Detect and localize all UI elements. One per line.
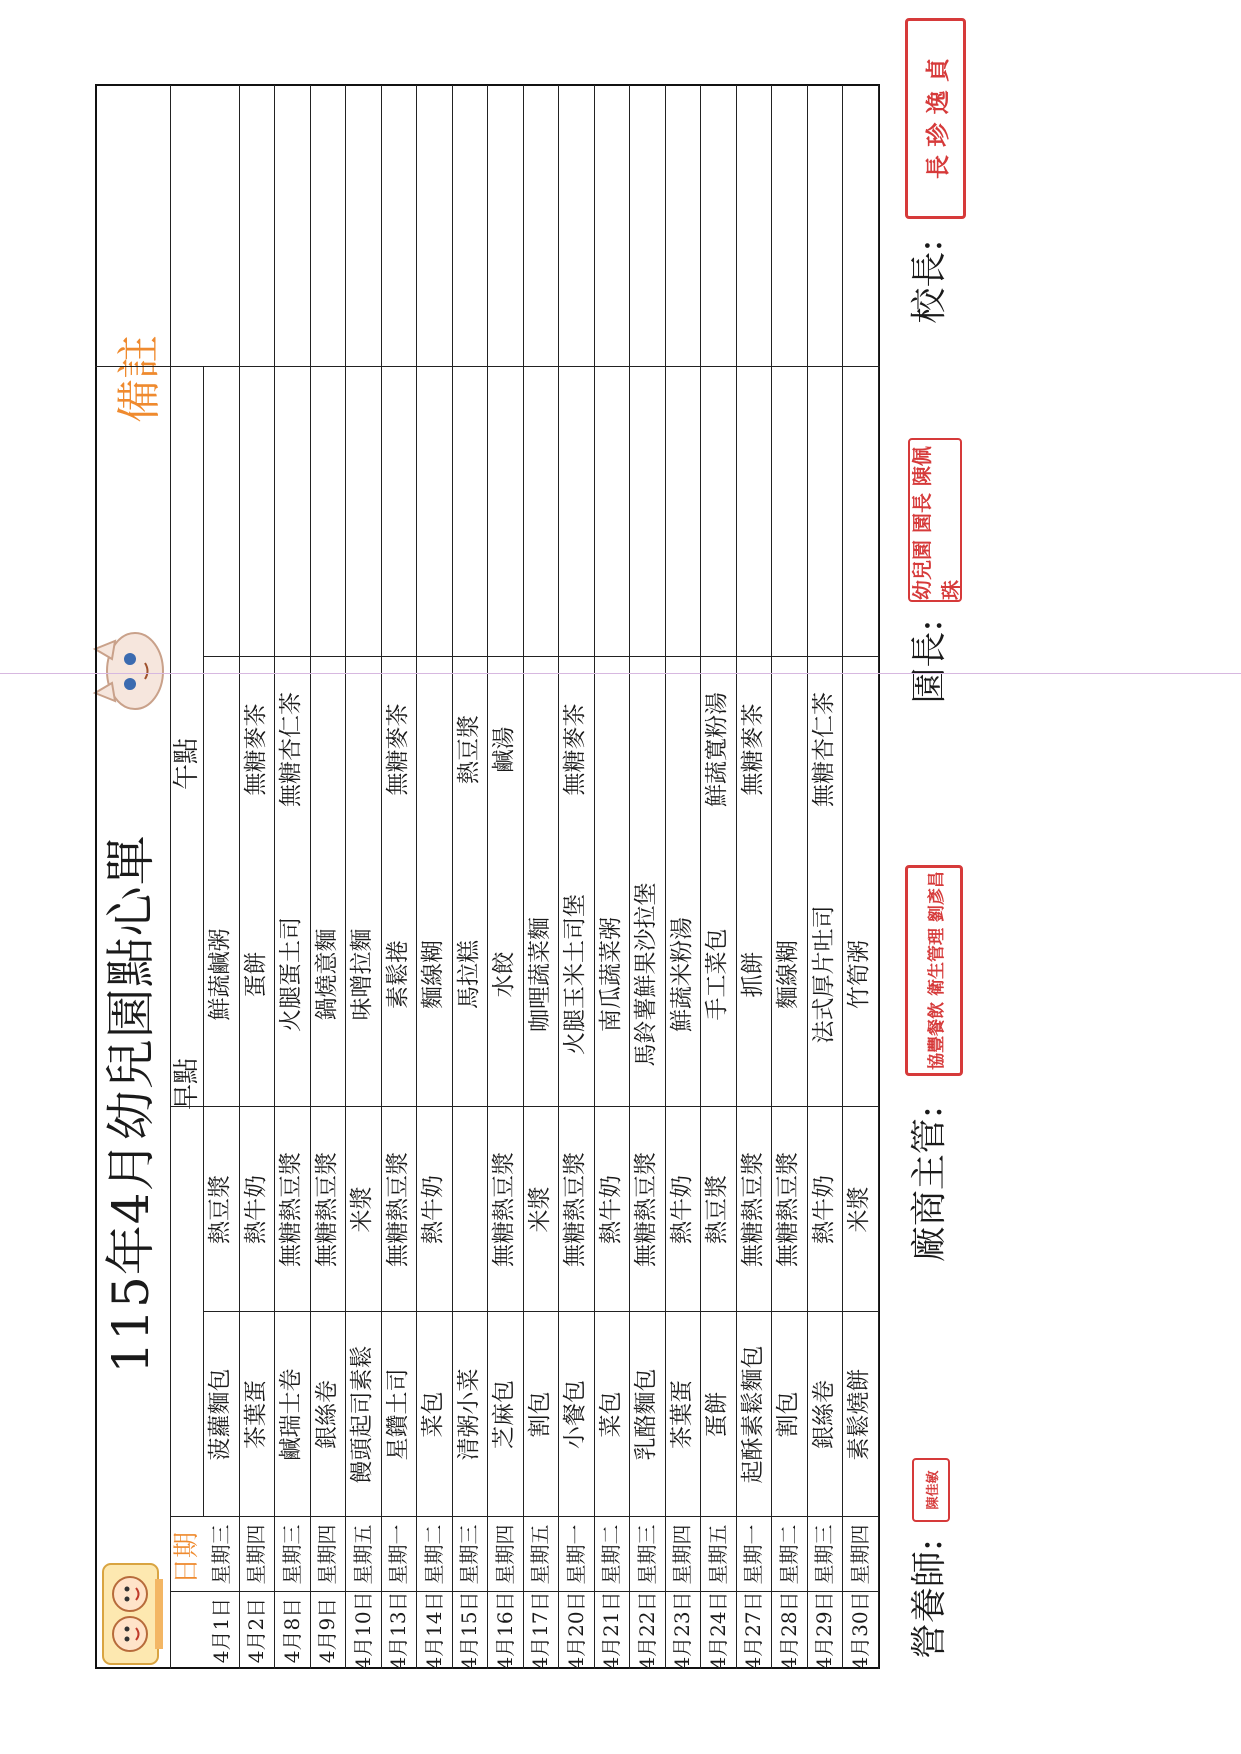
morning-drink-cell: 熱豆漿 [704, 1175, 731, 1244]
morning-item-cell: 割包 [775, 1391, 802, 1438]
nutritionist-stamp: 陳佳敏 [912, 1458, 950, 1522]
morning-item-cell: 芝麻包 [491, 1380, 518, 1449]
nutritionist-label: 營養師: [909, 1538, 950, 1660]
morning-header: 早點 [172, 1058, 202, 1111]
afternoon-drink-cell: 無糖杏仁茶 [278, 692, 305, 807]
afternoon-drink-cell [416, 657, 452, 842]
afternoon-item-cell: 麵線糊 [775, 940, 802, 1009]
morning-item-cell: 銀絲卷 [313, 1380, 340, 1449]
date-cell: 4月15日 [457, 1591, 482, 1670]
morning-item-cell: 起酥素鬆麵包 [739, 1345, 766, 1484]
date-header: 日期 [172, 1532, 202, 1585]
weekday-cell: 星期三 [208, 1524, 233, 1585]
morning-drink-cell: 無糖熱豆漿 [562, 1152, 589, 1267]
afternoon-header: 午點 [172, 738, 202, 791]
afternoon-item-cell: 法式厚片吐司 [810, 905, 837, 1044]
afternoon-drink-cell [345, 657, 381, 842]
morning-drink-cell: 無糖熱豆漿 [775, 1152, 802, 1267]
afternoon-item-cell: 咖哩蔬菜麵 [526, 917, 553, 1032]
date-cell: 4月22日 [634, 1591, 659, 1670]
afternoon-item-cell: 馬拉糕 [455, 940, 482, 1009]
afternoon-item-cell: 火腿蛋土司 [278, 917, 305, 1032]
weekday-cell: 星期二 [421, 1524, 446, 1585]
morning-item-cell: 星鑽土司 [384, 1368, 411, 1461]
afternoon-item-cell: 手工菜包 [704, 928, 731, 1021]
date-cell: 4月2日 [244, 1597, 269, 1664]
afternoon-item-cell: 火腿玉米土司堡 [562, 894, 589, 1055]
afternoon-drink-cell: 無糖麥茶 [384, 703, 411, 796]
date-cell: 4月16日 [492, 1591, 517, 1670]
afternoon-drink-cell [842, 657, 878, 842]
morning-drink-cell: 熱牛奶 [242, 1175, 269, 1244]
afternoon-drink-cell [310, 657, 346, 842]
afternoon-drink-cell: 鮮蔬寬粉湯 [704, 692, 731, 807]
morning-item-cell: 菜包 [597, 1391, 624, 1438]
date-cell: 4月30日 [847, 1591, 872, 1670]
afternoon-drink-cell [665, 657, 701, 842]
vendor-supervisor-label: 廠商主管: [909, 1105, 950, 1263]
remarks-header: 備註 [114, 335, 165, 423]
vendor-stamp: 協豐餐飲 衛生管理 劉彥昌 [905, 865, 963, 1076]
afternoon-drink-cell: 無糖麥茶 [739, 703, 766, 796]
afternoon-item-cell: 抓餅 [739, 951, 766, 998]
weekday-cell: 星期四 [492, 1524, 517, 1585]
afternoon-drink-cell [629, 657, 665, 842]
morning-drink-cell: 熱牛奶 [810, 1175, 837, 1244]
morning-item-cell: 茶葉蛋 [242, 1380, 269, 1449]
weekday-cell: 星期三 [457, 1524, 482, 1585]
morning-item-cell: 乳酪麵包 [633, 1368, 660, 1461]
principal-stamp: 長 珍 逸 貞 [905, 18, 966, 219]
date-cell: 4月8日 [279, 1597, 304, 1664]
afternoon-item-cell: 鮮蔬米粉湯 [668, 917, 695, 1032]
afternoon-item-cell: 鮮蔬鹹粥 [207, 928, 234, 1021]
weekday-cell: 星期四 [315, 1524, 340, 1585]
date-cell: 4月29日 [812, 1591, 837, 1670]
row-rule [878, 85, 879, 1669]
morning-drink-cell: 米漿 [349, 1186, 376, 1233]
date-cell: 4月10日 [350, 1591, 375, 1670]
morning-item-cell: 茶葉蛋 [668, 1380, 695, 1449]
weekday-cell: 星期二 [599, 1524, 624, 1585]
morning-item-cell: 小餐包 [562, 1380, 589, 1449]
table-border-top [95, 85, 97, 1669]
afternoon-item-cell: 水餃 [491, 951, 518, 998]
morning-item-cell: 菠蘿麵包 [207, 1368, 234, 1461]
page-title: 115年4月幼兒園點心單 [102, 834, 160, 1374]
weekday-cell: 星期二 [776, 1524, 801, 1585]
afternoon-drink-cell [523, 657, 559, 842]
afternoon-item-cell: 味噌拉麵 [349, 928, 376, 1021]
weekday-cell: 星期四 [670, 1524, 695, 1585]
date-cell: 4月13日 [386, 1591, 411, 1670]
weekday-cell: 星期三 [634, 1524, 659, 1585]
header-rule [170, 85, 171, 1669]
morning-drink-cell: 無糖熱豆漿 [739, 1152, 766, 1267]
weekday-cell: 星期四 [244, 1524, 269, 1585]
director-label: 園長: [909, 619, 950, 704]
weekday-cell: 星期一 [563, 1524, 588, 1585]
afternoon-drink-cell [594, 657, 630, 842]
morning-item-cell: 素鬆燒餅 [846, 1368, 873, 1461]
morning-item-cell: 清粥小菜 [455, 1368, 482, 1461]
morning-drink-cell: 熱牛奶 [420, 1175, 447, 1244]
kids-clipart-icon [95, 1559, 170, 1669]
date-cell: 4月21日 [599, 1591, 624, 1670]
scan-artifact-line [0, 673, 1241, 674]
date-cell: 4月24日 [705, 1591, 730, 1670]
afternoon-drink-cell: 無糖杏仁茶 [810, 692, 837, 807]
morning-item-cell: 蛋餅 [704, 1391, 731, 1438]
afternoon-drink-cell: 無糖麥茶 [562, 703, 589, 796]
weekday-cell: 星期四 [847, 1524, 872, 1585]
afternoon-drink-cell [771, 657, 807, 842]
date-cell: 4月17日 [528, 1591, 553, 1670]
morning-item-cell: 鹹瑞士卷 [278, 1368, 305, 1461]
weekday-cell: 星期一 [741, 1524, 766, 1585]
cat-clipart-icon [90, 624, 170, 719]
afternoon-item-cell: 南瓜蔬菜粥 [597, 917, 624, 1032]
afternoon-item-cell: 素鬆捲 [384, 940, 411, 1009]
morning-item-cell: 饅頭起司素鬆 [349, 1345, 376, 1484]
weekday-cell: 星期五 [528, 1524, 553, 1585]
morning-drink-cell: 熱牛奶 [597, 1175, 624, 1244]
date-cell: 4月23日 [670, 1591, 695, 1670]
afternoon-item-cell: 麵線糊 [420, 940, 447, 1009]
morning-item-cell: 菜包 [420, 1391, 447, 1438]
afternoon-item-cell: 竹筍粥 [846, 940, 873, 1009]
morning-drink-cell: 米漿 [846, 1186, 873, 1233]
morning-drink-cell: 無糖熱豆漿 [633, 1152, 660, 1267]
date-cell: 4月1日 [208, 1597, 233, 1664]
date-cell: 4月20日 [563, 1591, 588, 1670]
date-cell: 4月9日 [315, 1597, 340, 1664]
weekday-cell: 星期五 [350, 1524, 375, 1585]
weekday-cell: 星期三 [812, 1524, 837, 1585]
date-cell: 4月14日 [421, 1591, 446, 1670]
weekday-cell: 星期三 [279, 1524, 304, 1585]
morning-drink-cell: 米漿 [526, 1186, 553, 1233]
morning-item-cell: 割包 [526, 1391, 553, 1438]
morning-drink-cell: 無糖熱豆漿 [278, 1152, 305, 1267]
afternoon-item-cell: 蛋餅 [242, 951, 269, 998]
morning-drink-cell: 無糖熱豆漿 [491, 1152, 518, 1267]
date-cell: 4月28日 [776, 1591, 801, 1670]
date-cell: 4月27日 [741, 1591, 766, 1670]
morning-item-cell: 銀絲卷 [810, 1380, 837, 1449]
morning-drink-cell: 無糖熱豆漿 [384, 1152, 411, 1267]
afternoon-drink-cell: 無糖麥茶 [242, 703, 269, 796]
afternoon-drink-cell: 熱豆漿 [455, 715, 482, 784]
morning-drink-cell: 熱牛奶 [668, 1175, 695, 1244]
morning-drink-cell: 熱豆漿 [207, 1175, 234, 1244]
weekday-cell: 星期五 [705, 1524, 730, 1585]
afternoon-item-cell: 鍋燒意麵 [313, 928, 340, 1021]
director-stamp: 幼兒園 園長 陳佩珠 [908, 438, 962, 602]
afternoon-drink-cell: 鹹湯 [491, 726, 518, 773]
afternoon-item-cell: 馬鈴薯鮮果沙拉堡 [633, 882, 660, 1067]
morning-drink-cell: 無糖熱豆漿 [313, 1152, 340, 1267]
afternoon-drink-cell [203, 657, 239, 842]
morning-drink-cell [452, 1107, 488, 1312]
principal-label: 校長: [909, 239, 950, 324]
weekday-cell: 星期一 [386, 1524, 411, 1585]
